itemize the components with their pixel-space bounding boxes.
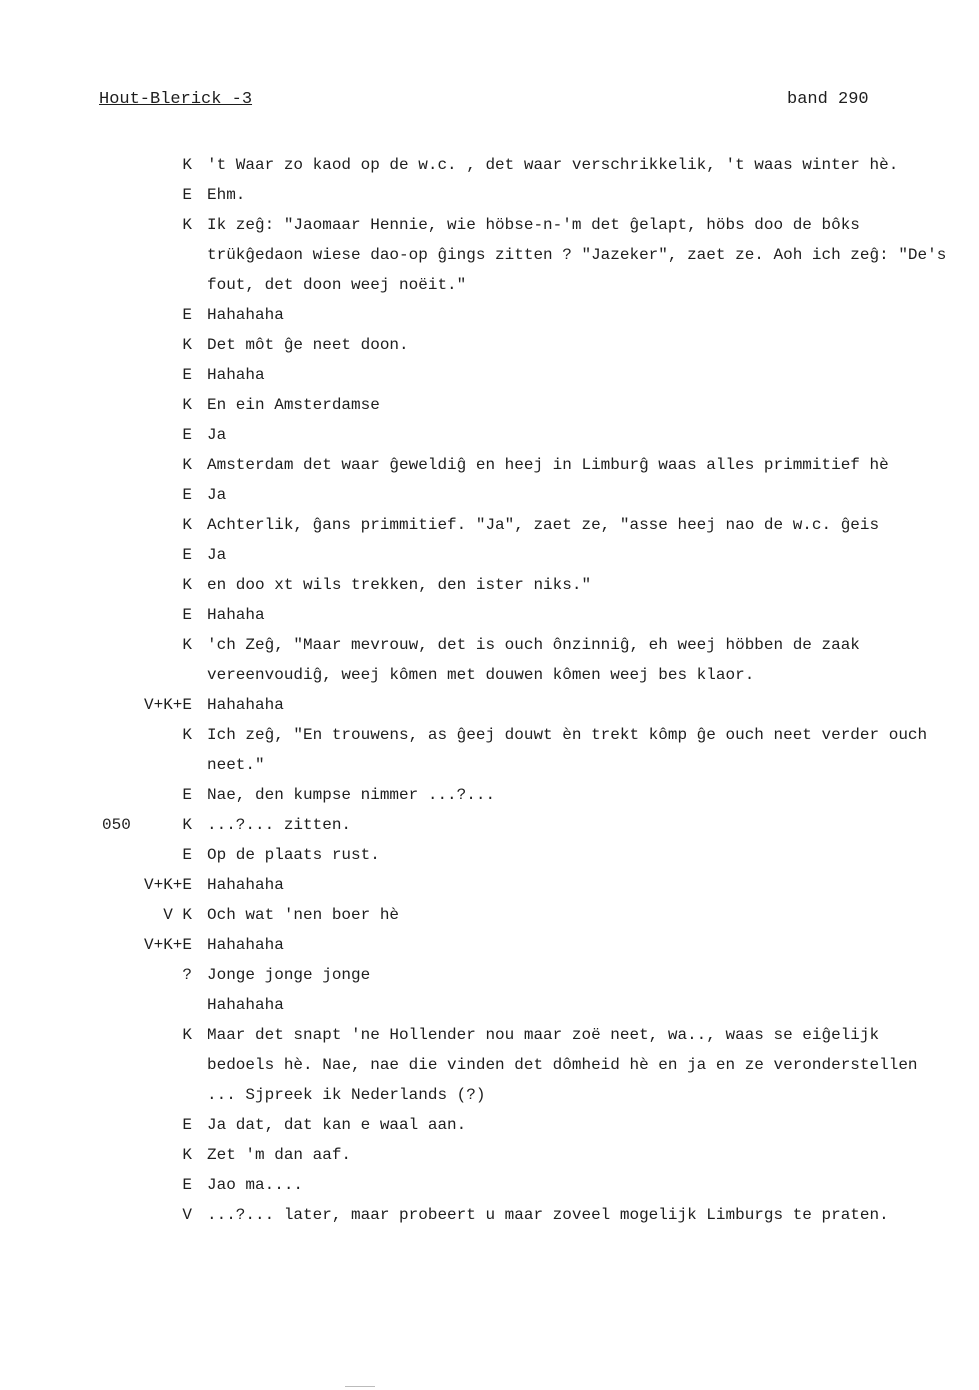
transcript-line — [0, 1170, 979, 1200]
utterance-text: Ja — [207, 546, 227, 564]
speaker-label: K — [182, 726, 192, 744]
speaker-label: V+K+E — [143, 696, 192, 714]
speaker-label: V+K+E — [143, 876, 192, 894]
utterance-text: Ja dat, dat kan e waal aan. — [207, 1116, 467, 1134]
speaker-label: E — [182, 1116, 192, 1134]
speaker-label: K — [182, 816, 192, 834]
utterance-text: Ich zeĝ, "En trouwens, as ĝeej douwt èn trekt kômp ĝe ouch neet verder ouch neet." — [207, 726, 937, 774]
utterance-text: Zet 'm dan aaf. — [207, 1146, 352, 1164]
utterance-text: Ehm. — [207, 186, 246, 204]
speaker-label: E — [182, 846, 192, 864]
transcript-line — [0, 300, 979, 330]
bottom-rule — [345, 1386, 375, 1387]
utterance-text: Achterlik, ĝans primmitief. "Ja", zaet ze, "asse heej nao de w.c. ĝeis — [207, 516, 880, 534]
speaker-label: K — [182, 156, 192, 174]
utterance-text: 'ch Zeĝ, "Maar mevrouw, det is ouch ônzinniĝ, eh weej höbben de zaak vereenvoudiĝ, weej kômen met douwen kômen weej bes klaor. — [207, 636, 870, 684]
transcript-line — [0, 420, 979, 450]
speaker-label: E — [182, 186, 192, 204]
utterance-text: Jonge jonge jonge — [207, 966, 371, 984]
speaker-label: K — [182, 1026, 192, 1044]
utterance-text: Op de plaats rust. — [207, 846, 380, 864]
speaker-label: E — [182, 366, 192, 384]
transcript — [0, 150, 979, 1230]
speaker-label: E — [182, 546, 192, 564]
transcript-line — [0, 540, 979, 570]
utterance-text: Hahahaha — [207, 696, 284, 714]
utterance-text: Hahaha — [207, 606, 265, 624]
transcript-line — [0, 1020, 979, 1110]
line-number: 050 — [102, 816, 131, 834]
transcript-line — [0, 810, 979, 840]
transcript-line — [0, 360, 979, 390]
transcript-line — [0, 450, 979, 480]
utterance-text: Och wat 'nen boer hè — [207, 906, 400, 924]
speaker-label: K — [182, 396, 192, 414]
transcript-line — [0, 840, 979, 870]
transcript-line — [0, 210, 979, 300]
speaker-label: E — [182, 606, 192, 624]
speaker-label: K — [182, 336, 192, 354]
utterance-text: En ein Amsterdamse — [207, 396, 380, 414]
transcript-line — [0, 510, 979, 540]
speaker-label: V K — [163, 906, 192, 924]
utterance-text: Nae, den kumpse nimmer ...?... — [207, 786, 496, 804]
speaker-label: V+K+E — [143, 936, 192, 954]
transcript-line — [0, 150, 979, 180]
utterance-text: Hahaha — [207, 366, 265, 384]
transcript-line — [0, 1200, 979, 1230]
speaker-label: E — [182, 486, 192, 504]
transcript-line — [0, 990, 979, 1020]
transcript-line — [0, 180, 979, 210]
speaker-label: K — [182, 456, 192, 474]
transcript-line — [0, 780, 979, 810]
speaker-label: K — [182, 216, 192, 234]
transcript-line — [0, 690, 979, 720]
transcript-line — [0, 480, 979, 510]
speaker-label: E — [182, 306, 192, 324]
transcript-line — [0, 1110, 979, 1140]
utterance-text: Jao ma.... — [207, 1176, 304, 1194]
utterance-text: Ja — [207, 426, 227, 444]
speaker-label: K — [182, 636, 192, 654]
transcript-line — [0, 900, 979, 930]
utterance-text: Hahahaha — [207, 306, 284, 324]
transcript-line — [0, 570, 979, 600]
speaker-label: V — [182, 1206, 192, 1224]
utterance-text: Amsterdam det waar ĝeweldiĝ en heej in Limburĝ waas alles primmitief hè — [207, 456, 889, 474]
transcript-line — [0, 960, 979, 990]
band-number: band 290 — [787, 90, 869, 109]
utterance-text: Ik zeĝ: "Jaomaar Hennie, wie höbse-n-'m det ĝelapt, höbs doo de bôks trükĝedaon wiese dao-op ĝings zitten ? "Jazeker", zaet ze. Aoh ich zeĝ: "De's fout, det doon weej noëit." — [207, 216, 956, 294]
speaker-label: K — [182, 516, 192, 534]
utterance-text: Hahahaha — [207, 876, 284, 894]
speaker-label: K — [182, 1146, 192, 1164]
speaker-label: E — [182, 786, 192, 804]
utterance-text: 't Waar zo kaod op de w.c. , det waar verschrikkelik, 't waas winter hè. — [207, 156, 899, 174]
utterance-text: ...?... later, maar probeert u maar zoveel mogelijk Limburgs te praten. — [207, 1206, 889, 1224]
utterance-text: Det môt ĝe neet doon. — [207, 336, 409, 354]
utterance-text: Ja — [207, 486, 227, 504]
speaker-label: E — [182, 426, 192, 444]
document-title: Hout-Blerick -3 — [99, 90, 253, 109]
speaker-label: ? — [182, 966, 192, 984]
transcript-line — [0, 720, 979, 780]
utterance-text: Hahahaha — [207, 996, 284, 1014]
speaker-label: K — [182, 576, 192, 594]
transcript-line — [0, 630, 979, 690]
transcript-line — [0, 1140, 979, 1170]
utterance-text: Maar det snapt 'ne Hollender nou maar zoë neet, wa.., waas se eiĝelijk bedoels hè. Nae, nae die vinden det dômheid hè en ja en ze veronderstellen ... Sjpreek ik Nederlands (?) — [207, 1026, 928, 1104]
utterance-text: ...?... zitten. — [207, 816, 352, 834]
utterance-text: Hahahaha — [207, 936, 284, 954]
transcript-line — [0, 330, 979, 360]
transcript-line — [0, 390, 979, 420]
utterance-text: en doo xt wils trekken, den ister niks." — [207, 576, 592, 594]
transcript-line — [0, 930, 979, 960]
speaker-label: E — [182, 1176, 192, 1194]
transcript-line — [0, 870, 979, 900]
transcript-line — [0, 600, 979, 630]
